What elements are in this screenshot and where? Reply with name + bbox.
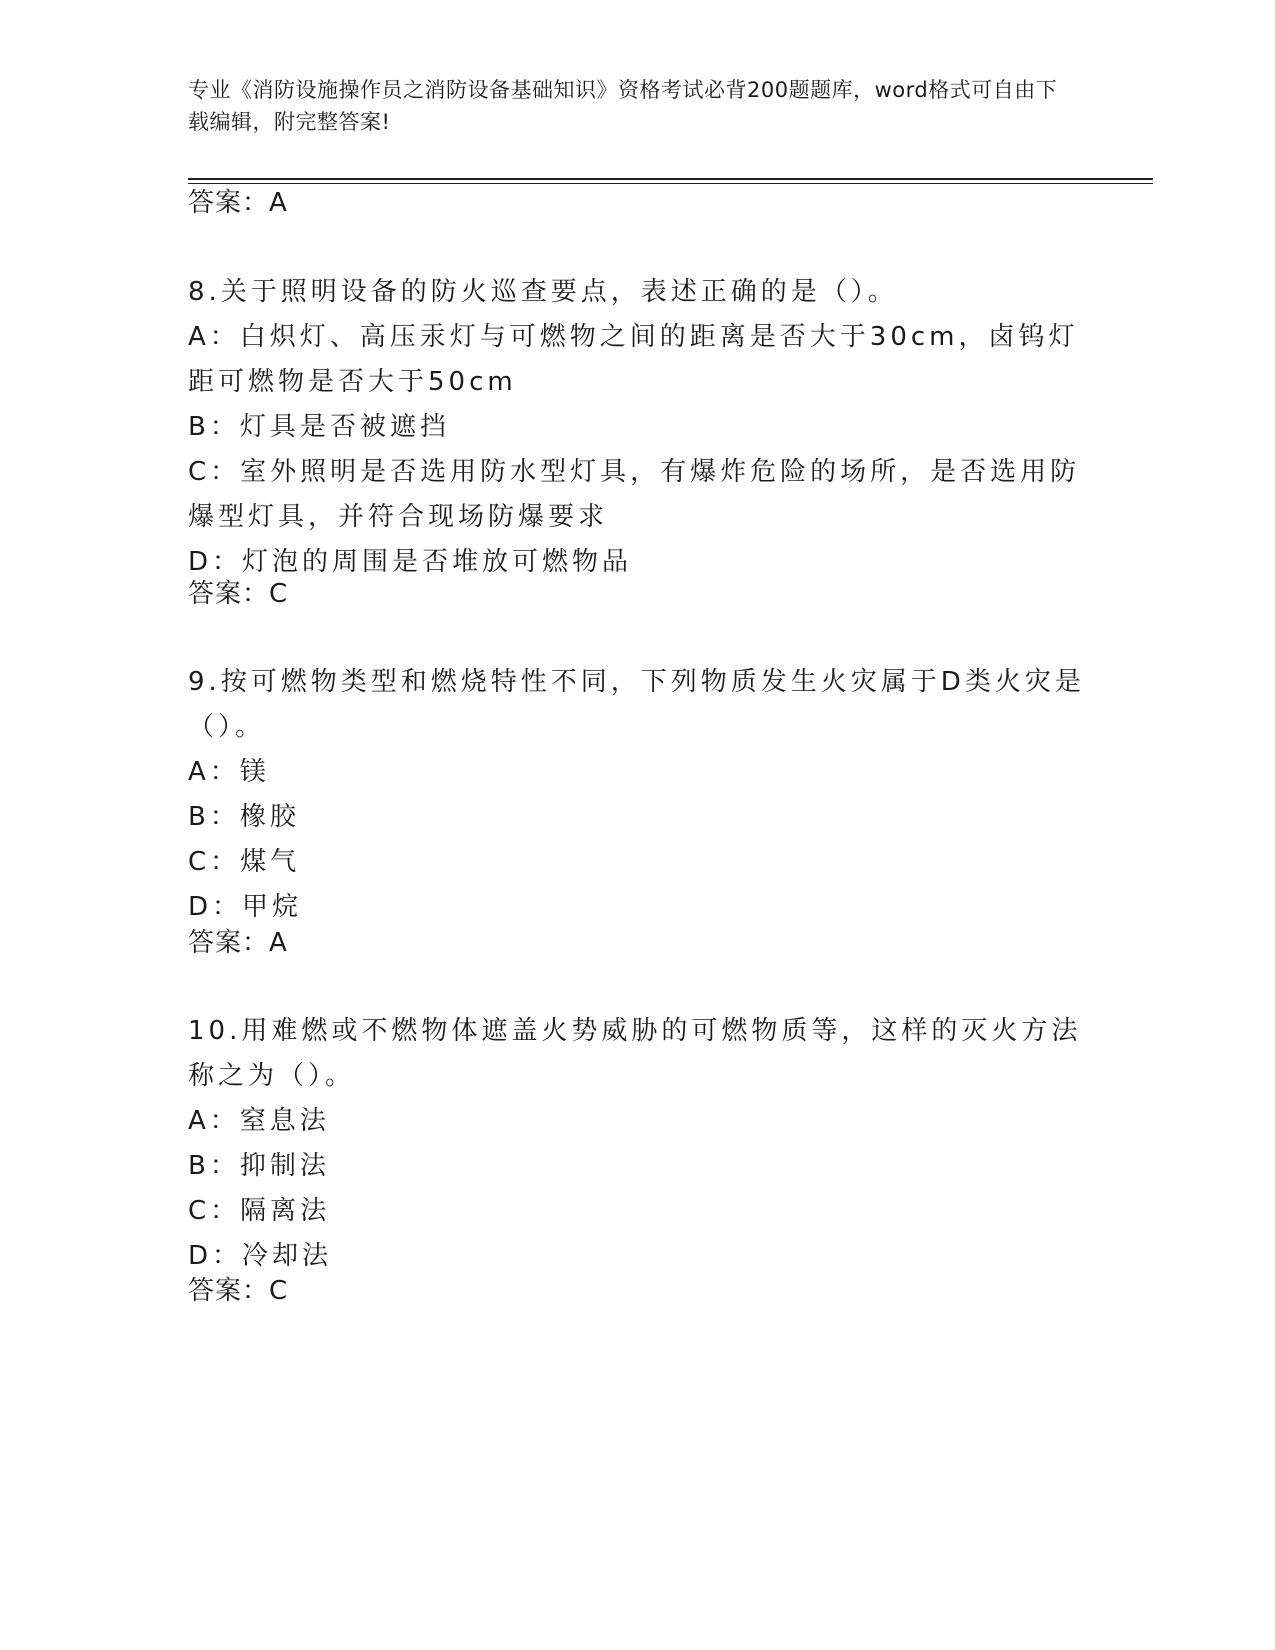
question-8	[188, 270, 1088, 585]
question-10-stem: 10.用难燃或不燃物体遮盖火势威胁的可燃物质等，这样的灭火方法称之为（）。	[188, 1016, 1082, 1091]
question-9-option-a: A：镁	[188, 757, 270, 787]
question-10-option-d: D：冷却法	[188, 1241, 333, 1271]
document-header: 专业《消防设施操作员之消防设备基础知识》资格考试必背200题题库，word格式可自由下载编辑，附完整答案!	[188, 78, 1058, 134]
question-10-option-c: C：隔离法	[188, 1196, 331, 1226]
question-10-option-b: B：抑制法	[188, 1151, 330, 1181]
question-9-option-c: C：煤气	[188, 847, 301, 877]
header-divider-thin	[188, 183, 1153, 184]
question-10	[188, 1009, 1088, 1279]
question-10-answer: 答案：C	[188, 1276, 289, 1306]
question-9-option-d: D：甲烷	[188, 892, 303, 922]
question-8-option-b: B：灯具是否被遮挡	[188, 412, 450, 442]
question-9-answer: 答案：A	[188, 928, 288, 958]
question-8-option-a: A：白炽灯、高压汞灯与可燃物之间的距离是否大于30cm，卤钨灯距可燃物是否大于50cm	[188, 322, 1079, 397]
header-divider-thick	[188, 178, 1153, 180]
question-9-stem: 9.按可燃物类型和燃烧特性不同，下列物质发生火灾属于D类火灾是（）。	[188, 667, 1085, 742]
question-8-stem: 8.关于照明设备的防火巡查要点，表述正确的是（）。	[188, 277, 898, 307]
question-10-option-a: A：窒息法	[188, 1106, 330, 1136]
question-8-option-c: C：室外照明是否选用防水型灯具，有爆炸危险的场所，是否选用防爆型灯具，并符合现场防爆要求	[188, 457, 1081, 532]
question-9-option-b: B：橡胶	[188, 802, 300, 832]
previous-question-answer: 答案：A	[188, 188, 288, 218]
question-8-option-d: D：灯泡的周围是否堆放可燃物品	[188, 547, 633, 577]
question-9	[188, 660, 1088, 930]
question-8-answer: 答案：C	[188, 579, 289, 609]
